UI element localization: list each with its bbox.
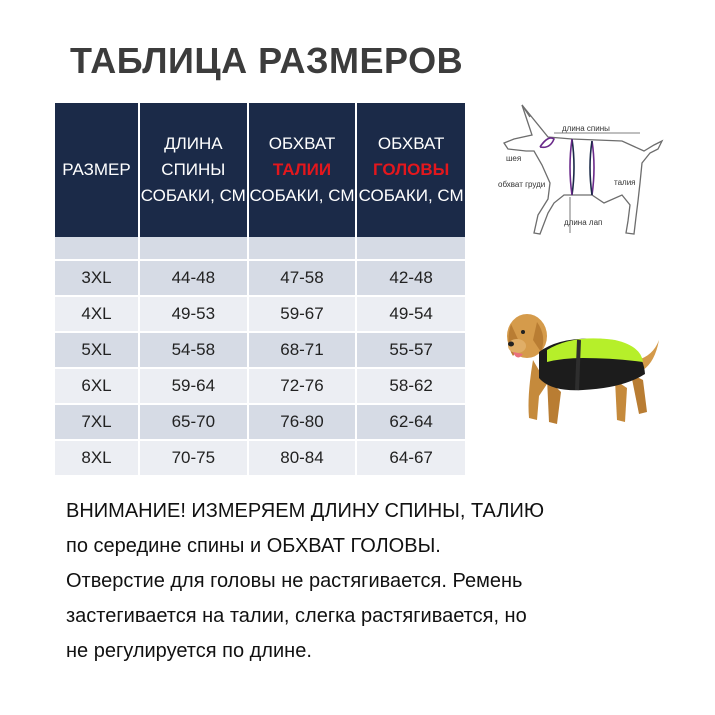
measure-cell: 42-48 — [356, 260, 465, 296]
table-row — [55, 260, 465, 296]
header-back-length — [139, 103, 248, 237]
header-head — [356, 103, 465, 237]
header-size-text: РАЗМЕР — [62, 160, 131, 179]
measure-cell: 64-67 — [356, 440, 465, 475]
label-waist: талия — [614, 178, 636, 187]
header-waist-red: ТАЛИИ — [272, 160, 332, 179]
label-neck: шея — [506, 154, 522, 163]
measure-cell: 72-76 — [248, 368, 357, 404]
table-row — [55, 332, 465, 368]
measure-cell: 44-48 — [139, 260, 248, 296]
measure-cell: 80-84 — [248, 440, 357, 475]
measure-cell: 59-67 — [248, 296, 357, 332]
note-line: Отверстие для головы не растягивается. Ремень — [66, 570, 523, 592]
measure-cell: 65-70 — [139, 404, 248, 440]
size-cell: 5XL — [55, 332, 139, 368]
size-cell: 7XL — [55, 404, 139, 440]
header-back-length-text: ДЛИНА СПИНЫ СОБАКИ, СМ — [140, 134, 246, 205]
measure-cell: 76-80 — [248, 404, 357, 440]
size-cell: 3XL — [55, 260, 139, 296]
note-line: застегивается на талии, слегка растягивается, но — [66, 605, 527, 627]
note-line: по середине спины и ОБХВАТ ГОЛОВЫ. — [66, 535, 441, 557]
label-back-length: длина спины — [562, 124, 610, 133]
note-line: ВНИМАНИЕ! ИЗМЕРЯЕМ ДЛИНУ СПИНЫ, ТАЛИЮ — [66, 500, 545, 522]
header-waist — [248, 103, 357, 237]
size-cell: 4XL — [55, 296, 139, 332]
header-head-post: СОБАКИ, СМ — [358, 186, 464, 205]
page-title: ТАБЛИЦА РАЗМЕРОВ — [70, 40, 464, 81]
measure-cell: 54-58 — [139, 332, 248, 368]
size-table — [55, 103, 465, 475]
measurement-note — [66, 494, 686, 669]
measure-cell: 62-64 — [356, 404, 465, 440]
table-spacer-row — [55, 237, 465, 260]
dog-measurement-diagram — [492, 93, 672, 253]
header-waist-post: СОБАКИ, СМ — [249, 186, 355, 205]
header-size — [55, 103, 139, 237]
dog-coat — [539, 338, 645, 390]
dog-photo — [503, 300, 663, 440]
measure-cell: 47-58 — [248, 260, 357, 296]
measure-cell: 49-53 — [139, 296, 248, 332]
measure-cell: 68-71 — [248, 332, 357, 368]
measure-cell: 58-62 — [356, 368, 465, 404]
header-head-red: ГОЛОВЫ — [373, 160, 450, 179]
table-row — [55, 368, 465, 404]
size-cell: 6XL — [55, 368, 139, 404]
table-row — [55, 296, 465, 332]
label-leg-length: длина лап — [564, 218, 603, 227]
table-row — [55, 404, 465, 440]
size-cell: 8XL — [55, 440, 139, 475]
measure-cell: 55-57 — [356, 332, 465, 368]
header-head-pre: ОБХВАТ — [377, 134, 445, 153]
measure-cell: 49-54 — [356, 296, 465, 332]
table-header-row — [55, 103, 465, 237]
measure-cell: 70-75 — [139, 440, 248, 475]
note-line: не регулируется по длине. — [66, 640, 312, 662]
measure-cell: 59-64 — [139, 368, 248, 404]
table-row — [55, 440, 465, 475]
label-chest: обхват груди — [498, 180, 546, 189]
header-waist-pre: ОБХВАТ — [268, 134, 336, 153]
